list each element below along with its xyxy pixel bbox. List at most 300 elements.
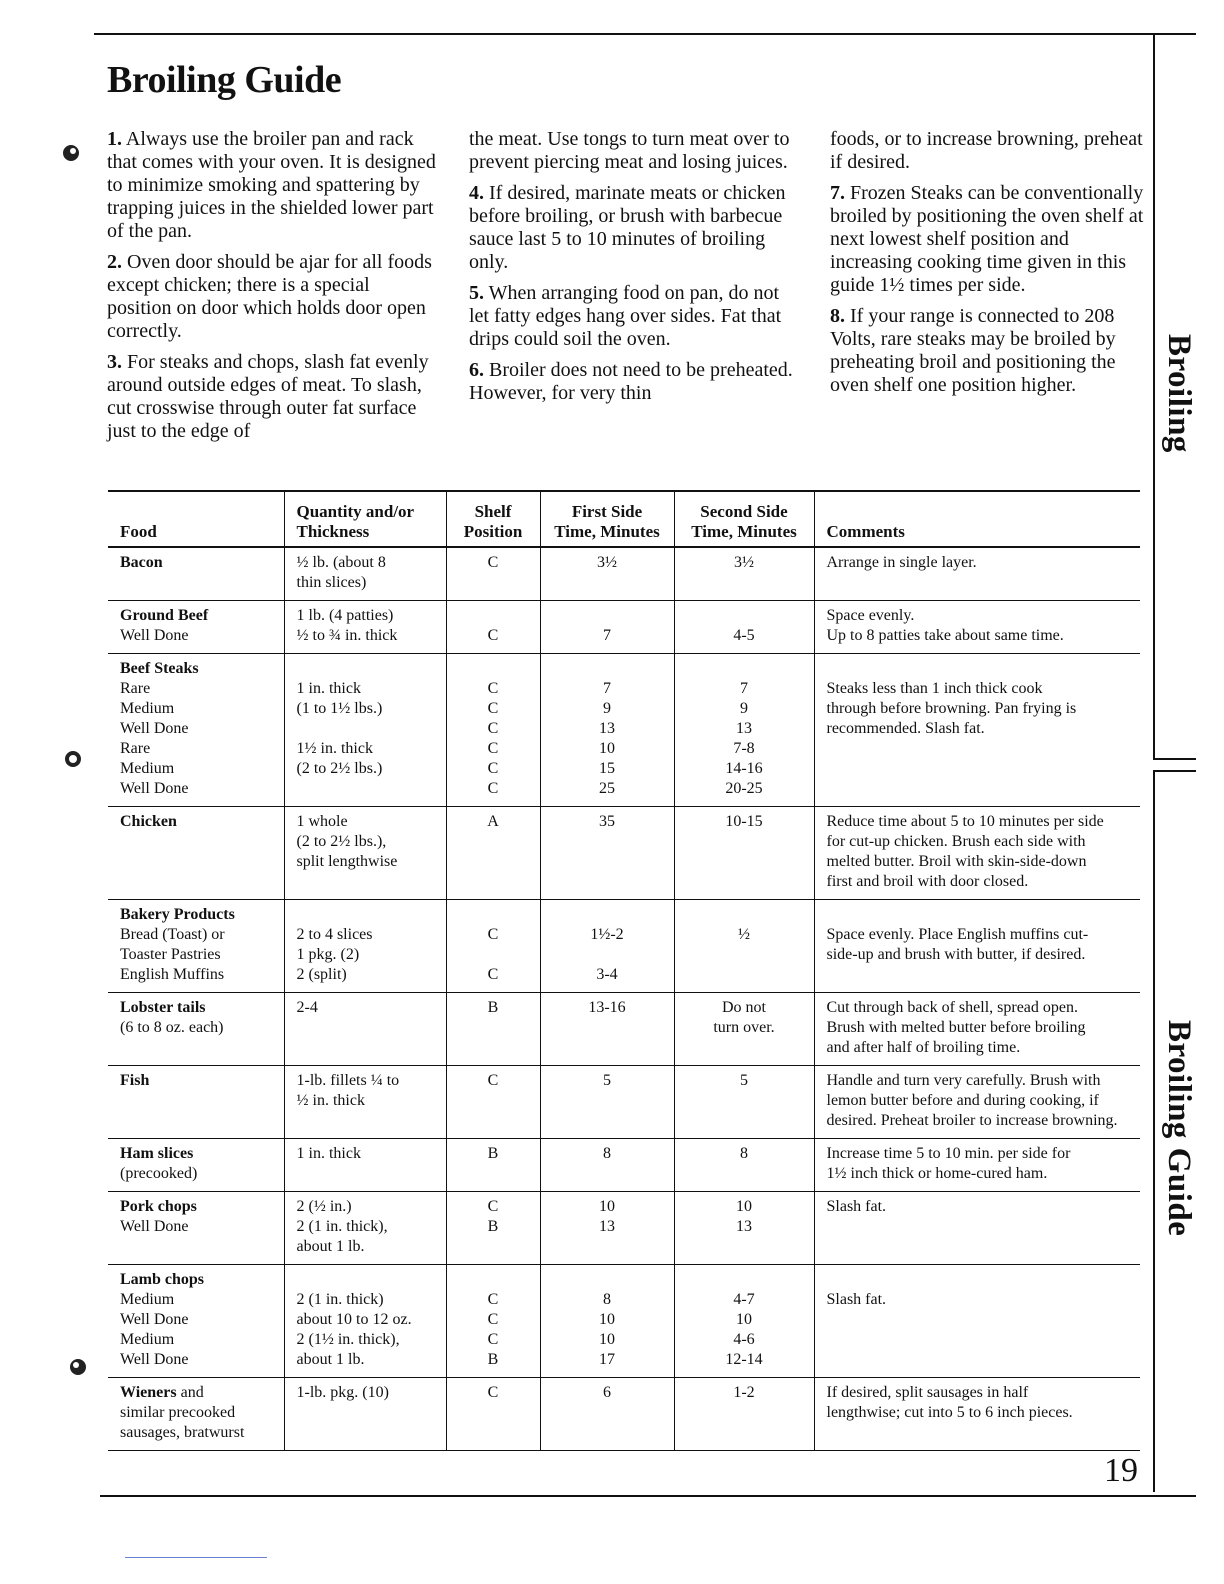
intro-column-3 xyxy=(830,128,1150,405)
table-row xyxy=(108,1265,1140,1378)
cell-line: 1-lb. fillets ¼ to xyxy=(296,1072,400,1089)
food-line xyxy=(120,739,276,759)
header-second-side: Second Side Time, Minutes xyxy=(674,491,814,547)
cell-line xyxy=(827,905,1133,925)
food-variant: Medium xyxy=(120,760,175,777)
cell-line: 3½ xyxy=(734,554,754,571)
cell-line: 3-4 xyxy=(596,966,618,983)
cell-line xyxy=(683,945,806,965)
cell-line: for cut-up chicken. Brush each side with xyxy=(826,833,1086,850)
table-row xyxy=(108,654,1140,807)
cell-line: 13 xyxy=(736,720,752,737)
food-name: Lobster tails xyxy=(120,999,206,1016)
cell-line xyxy=(683,965,806,985)
cell-line: Steaks less than 1 inch thick cook xyxy=(826,680,1043,697)
cell-line: 10 xyxy=(599,1331,615,1348)
food-line xyxy=(120,553,276,573)
paragraph-text: Always use the broiler pan and rack that comes with your oven. It is designed to minimize smoking and spattering by trapping juices in the shielded lower part of the pan. xyxy=(107,128,436,242)
cell-line: 4-6 xyxy=(733,1331,755,1348)
cell-shelf xyxy=(446,1265,540,1378)
cell-line: 14-16 xyxy=(725,760,763,777)
cell-food xyxy=(108,1066,284,1139)
food-line xyxy=(120,905,276,925)
cell-line: side-up and brush with butter, if desired. xyxy=(826,946,1086,963)
food-variant: similar precooked xyxy=(120,1404,236,1421)
food-line xyxy=(120,1350,276,1370)
cell-line: desired. Preheat broiler to increase browning. xyxy=(826,1112,1118,1129)
food-variant: English Muffins xyxy=(120,966,225,983)
cell-line: ½ xyxy=(738,926,750,943)
section-tab-broiling: Broiling xyxy=(1161,334,1197,453)
cell-line: 12-14 xyxy=(725,1351,763,1368)
paragraph-text: foods, or to increase browning, preheat if desired. xyxy=(830,128,1143,173)
food-name: Lamb chops xyxy=(120,1271,205,1288)
cell-line xyxy=(297,779,438,799)
food-name: Pork chops xyxy=(120,1198,197,1215)
paragraph-number: 3. xyxy=(107,351,122,373)
cell-line xyxy=(549,1270,666,1290)
table-row xyxy=(108,547,1140,601)
cell-line xyxy=(549,606,666,626)
cell-food xyxy=(108,807,284,900)
cell-line: Slash fat. xyxy=(826,1198,887,1215)
cell-line: C xyxy=(487,926,499,943)
cell-line: Slash fat. xyxy=(826,1291,887,1308)
cell-shelf xyxy=(446,1066,540,1139)
cell-line xyxy=(455,1270,532,1290)
cell-shelf xyxy=(446,1192,540,1265)
food-variant: Medium xyxy=(120,1291,175,1308)
cell-food xyxy=(108,900,284,993)
cell-line: B xyxy=(487,1218,499,1235)
food-variant: Well Done xyxy=(120,720,189,737)
cell-comments xyxy=(814,1378,1140,1451)
cell-second-side xyxy=(674,993,814,1066)
cell-line xyxy=(455,606,532,626)
cell-line: 2-4 xyxy=(296,999,318,1016)
bottom-rule xyxy=(100,1495,1196,1497)
paragraph-text: the meat. Use tongs to turn meat over to prevent piercing meat and losing juices. xyxy=(469,128,790,173)
food-line xyxy=(120,1383,276,1403)
food-line xyxy=(120,1144,276,1164)
cell-line: 7 xyxy=(740,680,748,697)
cell-line: through before browning. Pan frying is xyxy=(826,700,1077,717)
header-quantity: Quantity and/or Thickness xyxy=(284,491,446,547)
cell-line: 1-2 xyxy=(733,1384,755,1401)
cell-food xyxy=(108,993,284,1066)
cell-shelf xyxy=(446,993,540,1066)
cell-line: 2 (1 in. thick) xyxy=(296,1291,384,1308)
cell-line: C xyxy=(487,627,499,644)
cell-line xyxy=(455,905,532,925)
cell-quantity xyxy=(284,1265,446,1378)
header-shelf: Shelf Position xyxy=(446,491,540,547)
food-variant: Well Done xyxy=(120,1311,189,1328)
cell-line: A xyxy=(487,813,499,830)
header-food: Food xyxy=(108,491,284,547)
cell-food xyxy=(108,547,284,601)
cell-shelf xyxy=(446,654,540,807)
cell-line: turn over. xyxy=(713,1019,775,1036)
cell-line xyxy=(683,659,806,679)
paragraph-text: If your range is connected to 208 Volts, rare steaks may be broiled by preheating broil and positioning the oven shelf one position higher. xyxy=(830,305,1116,396)
food-line xyxy=(120,925,276,945)
cell-line: 13 xyxy=(736,1218,752,1235)
table-row xyxy=(108,900,1140,993)
intro-paragraph xyxy=(469,359,799,405)
cell-line: 13-16 xyxy=(588,999,626,1016)
cell-line: 5 xyxy=(603,1072,611,1089)
cell-line: (1 to 1½ lbs.) xyxy=(296,700,383,717)
cell-quantity xyxy=(284,1192,446,1265)
cell-quantity xyxy=(284,807,446,900)
cell-line: 1-lb. pkg. (10) xyxy=(296,1384,389,1401)
cell-line: C xyxy=(487,1331,499,1348)
food-variant: Medium xyxy=(120,1331,175,1348)
cell-line: 2 (½ in.) xyxy=(296,1198,352,1215)
cell-line: 7 xyxy=(603,680,611,697)
cell-line: thin slices) xyxy=(296,574,367,591)
paragraph-text: If desired, marinate meats or chicken before broiling, or brush with barbecue sauce last 5 to 10 minutes of broiling only. xyxy=(469,182,786,273)
cell-first-side xyxy=(540,807,674,900)
cell-line xyxy=(683,905,806,925)
cell-line: C xyxy=(487,740,499,757)
cell-line: Brush with melted butter before broiling xyxy=(826,1019,1086,1036)
paragraph-number: 4. xyxy=(469,182,484,204)
table-row xyxy=(108,993,1140,1066)
cell-first-side xyxy=(540,1066,674,1139)
cell-line: B xyxy=(487,1351,499,1368)
food-line xyxy=(120,812,276,832)
food-variant: Medium xyxy=(120,700,175,717)
food-line xyxy=(120,1290,276,1310)
cell-line: B xyxy=(487,999,499,1016)
cell-first-side xyxy=(540,1378,674,1451)
cell-line: 1 pkg. (2) xyxy=(296,946,360,963)
food-line xyxy=(120,945,276,965)
cell-line xyxy=(549,905,666,925)
food-name: Wieners xyxy=(120,1384,177,1401)
food-line xyxy=(120,965,276,985)
cell-line: Reduce time about 5 to 10 minutes per side xyxy=(826,813,1104,830)
binder-hole-icon xyxy=(62,748,84,770)
food-name: Fish xyxy=(120,1072,150,1089)
paragraph-number: 1. xyxy=(107,128,122,150)
cell-line: 17 xyxy=(599,1351,615,1368)
cell-quantity xyxy=(284,1066,446,1139)
food-line xyxy=(120,1217,276,1237)
intro-column-2 xyxy=(469,128,799,413)
broiling-guide-table xyxy=(108,490,1140,1451)
binder-hole-icon xyxy=(67,1356,89,1378)
cell-food xyxy=(108,1378,284,1451)
cell-second-side xyxy=(674,1139,814,1192)
cell-line: 20-25 xyxy=(725,780,763,797)
food-line xyxy=(120,1423,276,1443)
cell-line: (2 to 2½ lbs.) xyxy=(296,760,383,777)
section-tab-broiling-guide: Broiling Guide xyxy=(1161,1020,1197,1237)
header-first-side: First Side Time, Minutes xyxy=(540,491,674,547)
cell-line: 3½ xyxy=(597,554,617,571)
cell-food xyxy=(108,1265,284,1378)
cell-second-side xyxy=(674,601,814,654)
cell-line: 10 xyxy=(599,1311,615,1328)
paragraph-number: 2. xyxy=(107,251,122,273)
cell-line: 1½ inch thick or home-cured ham. xyxy=(826,1165,1048,1182)
cell-line xyxy=(827,1270,1133,1290)
food-name-tail: and xyxy=(176,1384,204,1401)
cell-comments xyxy=(814,1139,1140,1192)
food-line xyxy=(120,1270,276,1290)
footer-mark xyxy=(125,1557,267,1558)
food-name: Chicken xyxy=(120,813,177,830)
cell-quantity xyxy=(284,654,446,807)
cell-line xyxy=(297,659,438,679)
paragraph-text: When arranging food on pan, do not let fatty edges hang over sides. Fat that drips could soil the oven. xyxy=(469,282,782,350)
food-line xyxy=(120,1330,276,1350)
cell-line: ½ in. thick xyxy=(296,1092,365,1109)
table-row xyxy=(108,1378,1140,1451)
cell-line: C xyxy=(487,720,499,737)
food-variant: Well Done xyxy=(120,627,189,644)
cell-line: 35 xyxy=(599,813,615,830)
cell-comments xyxy=(814,807,1140,900)
cell-line: 8 xyxy=(603,1291,611,1308)
food-name: Ground Beef xyxy=(120,607,209,624)
cell-line: lengthwise; cut into 5 to 6 inch pieces. xyxy=(826,1404,1073,1421)
cell-line: 9 xyxy=(603,700,611,717)
cell-line xyxy=(297,905,438,925)
cell-line: recommended. Slash fat. xyxy=(826,720,985,737)
table-row xyxy=(108,601,1140,654)
cell-second-side xyxy=(674,654,814,807)
cell-quantity xyxy=(284,547,446,601)
cell-line: first and broil with door closed. xyxy=(826,873,1029,890)
cell-comments xyxy=(814,993,1140,1066)
cell-comments xyxy=(814,547,1140,601)
cell-quantity xyxy=(284,1378,446,1451)
cell-line: C xyxy=(487,1291,499,1308)
cell-line xyxy=(827,659,1133,679)
cell-line: (2 to 2½ lbs.), xyxy=(296,833,387,850)
food-variant: Well Done xyxy=(120,780,189,797)
food-line xyxy=(120,606,276,626)
cell-quantity xyxy=(284,601,446,654)
side-tab-border xyxy=(1153,758,1196,760)
food-name: Ham slices xyxy=(120,1145,194,1162)
side-tab-border xyxy=(1153,33,1155,759)
intro-paragraph xyxy=(830,128,1150,174)
cell-line: 1½ in. thick xyxy=(296,740,373,757)
food-name: Bakery Products xyxy=(120,906,235,923)
cell-line: 1 whole xyxy=(296,813,348,830)
cell-line: C xyxy=(487,700,499,717)
food-variant: Well Done xyxy=(120,1351,189,1368)
header-comments: Comments xyxy=(814,491,1140,547)
cell-line: 9 xyxy=(740,700,748,717)
cell-line: 13 xyxy=(599,720,615,737)
food-variant: sausages, bratwurst xyxy=(120,1424,245,1441)
table-header-row xyxy=(108,491,1140,547)
food-variant: (6 to 8 oz. each) xyxy=(120,1019,224,1036)
cell-line: 1 in. thick xyxy=(296,680,361,697)
cell-line: If desired, split sausages in half xyxy=(826,1384,1029,1401)
page-title: Broiling Guide xyxy=(107,59,342,101)
cell-line: ½ to ¾ in. thick xyxy=(296,627,398,644)
table-row xyxy=(108,1066,1140,1139)
food-line xyxy=(120,679,276,699)
food-line xyxy=(120,626,276,646)
cell-food xyxy=(108,1192,284,1265)
cell-shelf xyxy=(446,547,540,601)
cell-line: melted butter. Broil with skin-side-down xyxy=(826,853,1087,870)
cell-first-side xyxy=(540,654,674,807)
table-row xyxy=(108,1192,1140,1265)
cell-line: Space evenly. xyxy=(826,607,915,624)
cell-line: C xyxy=(487,680,499,697)
cell-line: B xyxy=(487,1145,499,1162)
page-number: 19 xyxy=(1104,1452,1138,1489)
cell-comments xyxy=(814,1265,1140,1378)
cell-quantity xyxy=(284,993,446,1066)
cell-line: 8 xyxy=(740,1145,748,1162)
cell-line: Handle and turn very carefully. Brush with xyxy=(826,1072,1101,1089)
top-rule xyxy=(94,33,1196,35)
intro-paragraph xyxy=(830,182,1150,297)
cell-line: 15 xyxy=(599,760,615,777)
food-line xyxy=(120,1310,276,1330)
table-row xyxy=(108,807,1140,900)
cell-first-side xyxy=(540,547,674,601)
cell-line: 10 xyxy=(599,1198,615,1215)
cell-first-side xyxy=(540,1139,674,1192)
cell-line: 10 xyxy=(736,1311,752,1328)
cell-shelf xyxy=(446,601,540,654)
food-line xyxy=(120,1197,276,1217)
food-variant: Well Done xyxy=(120,1218,189,1235)
cell-line: and after half of broiling time. xyxy=(826,1039,1021,1056)
food-line xyxy=(120,998,276,1018)
food-name: Beef Steaks xyxy=(120,660,199,677)
cell-line xyxy=(455,659,532,679)
food-line xyxy=(120,1071,276,1091)
cell-shelf xyxy=(446,900,540,993)
food-name: Bacon xyxy=(120,554,163,571)
cell-line: 6 xyxy=(603,1384,611,1401)
cell-line: 10 xyxy=(599,740,615,757)
cell-second-side xyxy=(674,807,814,900)
table-row xyxy=(108,1139,1140,1192)
cell-line: 7-8 xyxy=(733,740,755,757)
cell-second-side xyxy=(674,1192,814,1265)
cell-line: about 1 lb. xyxy=(296,1238,365,1255)
cell-line: 2 (1 in. thick), xyxy=(296,1218,388,1235)
cell-line xyxy=(549,659,666,679)
cell-line: 2 (1½ in. thick), xyxy=(296,1331,400,1348)
intro-column-1 xyxy=(107,128,437,451)
cell-line: C xyxy=(487,1384,499,1401)
cell-line: 25 xyxy=(599,780,615,797)
cell-line: Space evenly. Place English muffins cut- xyxy=(826,926,1089,943)
cell-second-side xyxy=(674,1378,814,1451)
cell-line: ½ lb. (about 8 xyxy=(296,554,386,571)
cell-comments xyxy=(814,1066,1140,1139)
food-line xyxy=(120,719,276,739)
food-line xyxy=(120,1018,276,1038)
intro-paragraph xyxy=(830,305,1150,397)
cell-comments xyxy=(814,601,1140,654)
paragraph-text: Frozen Steaks can be conventionally broiled by positioning the oven shelf at next lowest shelf position and increasing cooking time given in this guide 1½ times per side. xyxy=(830,182,1144,296)
cell-line: 7 xyxy=(603,627,611,644)
cell-line xyxy=(297,1270,438,1290)
cell-line: C xyxy=(487,1311,499,1328)
food-variant: Bread (Toast) or xyxy=(120,926,225,943)
cell-food xyxy=(108,654,284,807)
intro-paragraph xyxy=(107,128,437,243)
food-line xyxy=(120,759,276,779)
cell-line: 4-5 xyxy=(733,627,755,644)
intro-paragraph xyxy=(107,251,437,343)
food-line xyxy=(120,1164,276,1184)
intro-paragraph xyxy=(107,351,437,443)
cell-line: C xyxy=(487,1072,499,1089)
cell-food xyxy=(108,601,284,654)
paragraph-number: 5. xyxy=(469,282,484,304)
cell-line: Do not xyxy=(722,999,766,1016)
cell-second-side xyxy=(674,1066,814,1139)
intro-paragraph xyxy=(469,182,799,274)
cell-shelf xyxy=(446,807,540,900)
cell-line: C xyxy=(487,554,499,571)
intro-paragraph xyxy=(469,128,799,174)
cell-line: C xyxy=(487,780,499,797)
cell-line xyxy=(455,945,532,965)
paragraph-text: For steaks and chops, slash fat evenly around outside edges of meat. To slash, cut crosswise through outer fat surface just to the edge of xyxy=(107,351,429,442)
food-variant: (precooked) xyxy=(120,1165,198,1182)
food-line xyxy=(120,699,276,719)
cell-line xyxy=(683,1270,806,1290)
binder-hole-icon xyxy=(60,142,82,164)
cell-line xyxy=(297,719,438,739)
cell-line: C xyxy=(487,760,499,777)
cell-line: 13 xyxy=(599,1218,615,1235)
cell-line: 10-15 xyxy=(725,813,763,830)
cell-first-side xyxy=(540,1192,674,1265)
cell-shelf xyxy=(446,1378,540,1451)
food-variant: Rare xyxy=(120,740,151,757)
cell-line: Cut through back of shell, spread open. xyxy=(826,999,1078,1016)
cell-line: 5 xyxy=(740,1072,748,1089)
cell-comments xyxy=(814,1192,1140,1265)
paragraph-number: 6. xyxy=(469,359,484,381)
cell-line xyxy=(683,606,806,626)
cell-food xyxy=(108,1139,284,1192)
paragraph-number: 7. xyxy=(830,182,845,204)
cell-line xyxy=(549,945,666,965)
cell-line: C xyxy=(487,966,499,983)
cell-first-side xyxy=(540,1265,674,1378)
cell-line: split lengthwise xyxy=(296,853,398,870)
cell-quantity xyxy=(284,1139,446,1192)
paragraph-text: Broiler does not need to be preheated. However, for very thin xyxy=(469,359,793,404)
cell-line: C xyxy=(487,1198,499,1215)
food-line xyxy=(120,1403,276,1423)
cell-first-side xyxy=(540,900,674,993)
cell-line: 4-7 xyxy=(733,1291,755,1308)
food-line xyxy=(120,659,276,679)
cell-line: 1 in. thick xyxy=(296,1145,361,1162)
cell-line: 2 (split) xyxy=(296,966,347,983)
